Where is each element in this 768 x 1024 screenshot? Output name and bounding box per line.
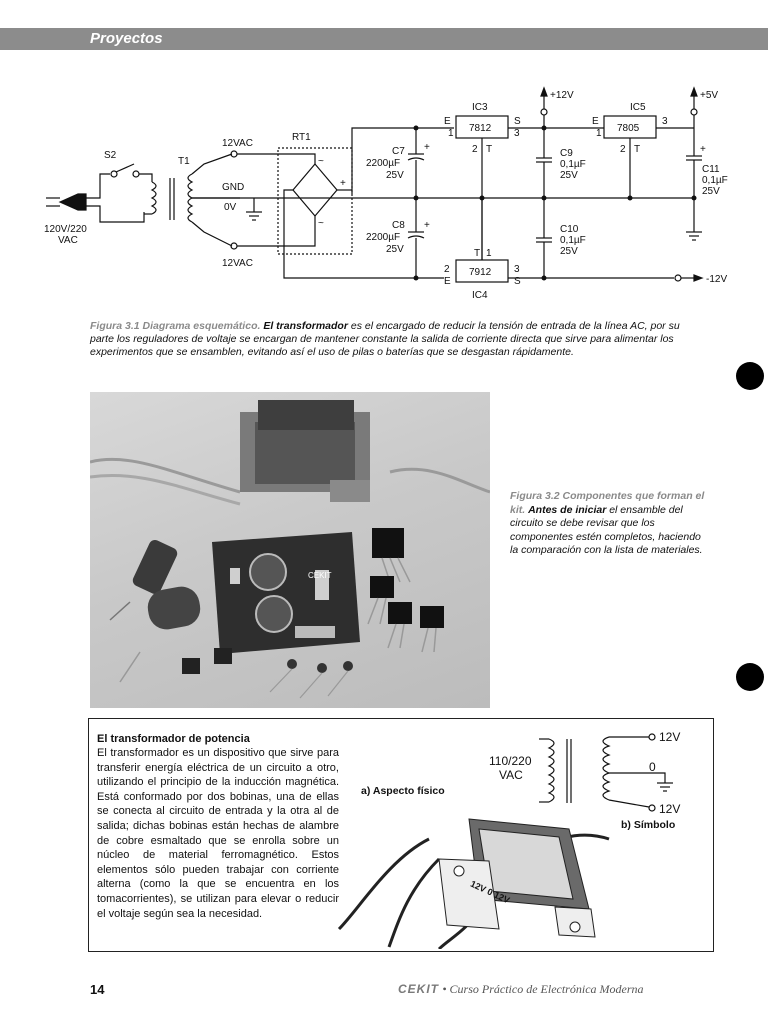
- label-c7-v: 25V: [386, 170, 404, 181]
- label-minus12: -12V: [706, 274, 728, 285]
- schematic-diagram: [44, 82, 734, 314]
- label-s2: S2: [104, 150, 117, 161]
- transformer-physical-illustration: [329, 799, 619, 949]
- sidebar-title: El transformador de potencia: [97, 733, 250, 745]
- pin-ic5-2: 2: [620, 144, 626, 155]
- pin-ic5-t: T: [634, 144, 641, 155]
- transformer-marking: 12V 0 12V: [468, 878, 512, 906]
- label-ic3-part: 7812: [469, 123, 492, 134]
- margin-dot-upper: [736, 362, 764, 390]
- label-12vac-bottom: 12VAC: [222, 258, 253, 269]
- page-number: 14: [90, 982, 105, 997]
- pin-ic3-3: 3: [514, 128, 520, 139]
- figure-3-1-caption: [90, 320, 690, 359]
- label-c11: C11: [702, 164, 720, 175]
- label-0v: 0V: [224, 202, 237, 213]
- footer-brand: CEKIT: [398, 982, 439, 996]
- c11-plus: +: [700, 144, 706, 155]
- pin-ic5-3: 3: [662, 116, 668, 127]
- label-c9-val: 0,1µF: [560, 159, 586, 170]
- transformer-drawing-svg: [329, 799, 619, 949]
- label-rt1: RT1: [292, 132, 311, 143]
- section-header-bar: [0, 28, 768, 50]
- label-gnd: GND: [222, 182, 245, 193]
- pin-ic4-2: 2: [444, 264, 450, 275]
- footer: [398, 982, 644, 997]
- bridge-plus: +: [340, 178, 346, 189]
- board-label: CEKIT: [308, 571, 332, 580]
- figure-3-2-label: Figura 3.2 Componentes que forman el kit.: [510, 490, 705, 516]
- symbol-bottom: 12V: [659, 802, 681, 816]
- bridge-tilde-bottom: ~: [318, 218, 324, 229]
- label-c8-v: 25V: [386, 244, 404, 255]
- pin-ic4-e: E: [444, 276, 451, 287]
- label-c9: C9: [560, 148, 573, 159]
- symbol-input-1: 110/220: [489, 754, 532, 768]
- label-mains-2: VAC: [58, 235, 78, 246]
- label-c10: C10: [560, 224, 579, 235]
- label-c8: C8: [392, 220, 405, 231]
- label-plus5: +5V: [700, 90, 719, 101]
- symbol-top: 12V: [659, 730, 681, 744]
- label-c10-val: 0,1µF: [560, 235, 586, 246]
- label-ic5: IC5: [630, 102, 646, 113]
- symbol-input-2: VAC: [499, 768, 523, 782]
- label-c11-val: 0,1µF: [702, 175, 728, 186]
- figure-3-1-text: es el encargado de reducir la tensión de entrada de la línea AC, por su parte los reguladores de voltaje se encargan de mantener constante la salida de corriente directa que sirve para alimentar los experimentos que se ensamblen, evitando así el uso de pilas o baterías que se desgastan rápidamente.: [90, 320, 680, 358]
- schematic-svg: [44, 82, 734, 314]
- label-plus12: +12V: [550, 90, 574, 101]
- label-c9-v: 25V: [560, 170, 578, 181]
- kit-components-photo: [90, 392, 490, 708]
- label-c11-v: 25V: [702, 186, 720, 197]
- label-ic5-part: 7805: [617, 123, 640, 134]
- figure-3-1-label: Figura 3.1 Diagrama esquemático.: [90, 320, 261, 332]
- c7-plus: +: [424, 142, 430, 153]
- kit-photo-illustration: [90, 392, 490, 708]
- label-ic4: IC4: [472, 290, 488, 301]
- label-mains-1: 120V/220: [44, 224, 87, 235]
- symbol-label: b) Símbolo: [621, 819, 676, 831]
- pin-ic4-t: T: [474, 248, 481, 259]
- pin-ic4-1: 1: [486, 248, 492, 259]
- label-ic3: IC3: [472, 102, 488, 113]
- bridge-tilde-top: ~: [318, 156, 324, 167]
- label-ic4-part: 7912: [469, 267, 492, 278]
- pin-ic3-1: 1: [448, 128, 454, 139]
- pin-ic5-1: 1: [596, 128, 602, 139]
- figure-3-2-caption: [510, 490, 705, 558]
- margin-dot-lower: [736, 663, 764, 691]
- sidebar-text: El transformador es un dispositivo que sirve para transferir energía eléctrica de un circuito a otro, utilizando el principio de la inducción magnética. Está conformado por dos bobinas, una de ellas se conecta al circuito de entrada y la otra al de salida; dichas bobinas están hechas de alambre de cobre esmaltado que se enrolla sobre un núcleo de material ferromagnético. Estos elementos sólo pueden trabajar con corriente alterna (como la que se encuentra en los tomacorrientes), se utilizan para elevar o reducir el voltaje según sea la necesidad.: [97, 747, 339, 920]
- label-c10-v: 25V: [560, 246, 578, 257]
- pin-ic4-3: 3: [514, 264, 520, 275]
- symbol-center: 0: [649, 760, 656, 774]
- pin-ic4-s: S: [514, 276, 521, 287]
- c8-plus: +: [424, 220, 430, 231]
- pin-ic3-2: 2: [472, 144, 478, 155]
- section-title: Proyectos: [90, 30, 163, 47]
- pin-ic3-s: S: [514, 116, 521, 127]
- physical-aspect-label: a) Aspecto físico: [361, 785, 445, 797]
- footer-course: • Curso Práctico de Electrónica Moderna: [442, 982, 644, 996]
- pin-ic5-e: E: [592, 116, 599, 127]
- label-12vac-top: 12VAC: [222, 138, 253, 149]
- figure-3-2-text: el ensamble del circuito se debe revisar que los componentes estén completos, haciendo la comparación con la lista de materiales.: [510, 503, 703, 556]
- pin-ic3-e: E: [444, 116, 451, 127]
- figure-3-2-lead: Antes de iniciar: [528, 503, 607, 516]
- transformer-info-box: [88, 718, 714, 952]
- label-c7-val: 2200µF: [366, 158, 401, 169]
- figure-3-1-lead: El transformador: [263, 320, 348, 332]
- label-t1: T1: [178, 156, 190, 167]
- pin-ic3-t: T: [486, 144, 493, 155]
- label-c8-val: 2200µF: [366, 232, 401, 243]
- label-c7: C7: [392, 146, 405, 157]
